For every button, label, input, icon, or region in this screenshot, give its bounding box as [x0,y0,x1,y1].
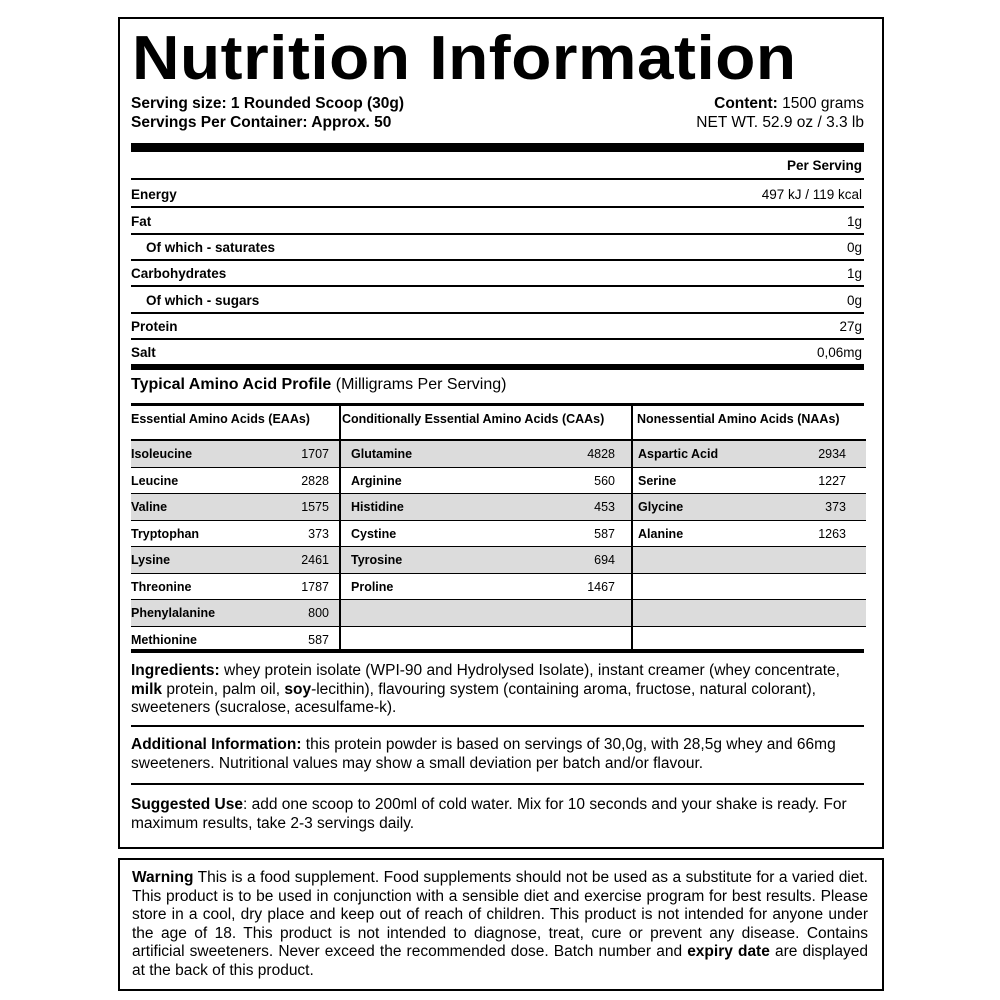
nutrient-value: 497 kJ / 119 kcal [761,187,862,202]
caa-header: Conditionally Essential Amino Acids (CAAs) [342,412,605,426]
nutrition-row [131,233,864,259]
amino-value: 1467 [587,579,615,594]
nutrient-label: Of which - saturates [146,240,276,255]
amino-name: Leucine [131,473,179,488]
nutrient-value: 27g [839,319,862,334]
nutrition-row [131,312,864,338]
nutrient-label: Protein [131,319,178,334]
amino-value: 1227 [818,473,846,488]
amino-value: 4828 [587,447,615,461]
naa-column [633,406,866,651]
amino-value: 453 [594,500,615,514]
content-info [696,94,864,132]
amino-name: Tryptophan [131,526,200,541]
eaa-header: Essential Amino Acids (EAAs) [131,412,310,426]
amino-value: 2934 [818,447,846,461]
amino-row [131,574,339,601]
content-value: 1500 grams [782,95,864,112]
amino-value: 2828 [301,473,329,488]
amino-name: Proline [351,579,394,594]
ingredients: Ingredients: whey protein isolate (WPI-90 and Hydrolysed Isolate), instant creamer (whey concentrate, milk protein, palm oil, soy-lecithin), flavouring system (containing aroma, fructose, natural colorant), sweeteners (sucralose, acesulfame-k). [131,662,840,716]
suggested-use: Suggested Use: add one scoop to 200ml of cold water. Mix for 10 seconds and your shake is ready. For maximum results, take 2-3 servings daily. [131,796,847,832]
amino-row [131,468,339,495]
nutrient-value: 0,06mg [816,345,862,360]
amino-value: 560 [594,473,615,488]
amino-name: Lysine [131,553,171,567]
nutrient-label: Salt [131,345,156,360]
amino-value: 587 [594,526,615,541]
nutrition-row [131,286,864,312]
amino-value: 373 [308,526,329,541]
amino-row [341,468,631,495]
divider [131,725,864,727]
warning-text: Warning This is a food supplement. Food supplements should not be used as a substitute for a varied diet. This product is to be used in conjunction with a sensible diet and exercise program for best results. Please store in a cool, dry place and keep out of reach of children. This product is not intended for anyone under the age of 18. This product is not intended to diagnose, treat, cure or prevent any disease. Contains artificial sweeteners. Never exceed the recommended dose. Batch number and expiry date are displayed at the back of this product. [132,869,868,979]
amino-row [131,441,339,468]
amino-name: Threonine [131,579,192,594]
amino-row [633,494,866,521]
divider-thick [131,143,864,152]
serving-info [131,94,404,132]
amino-row [341,521,631,548]
content-label: Content: [714,95,778,112]
page-title: Nutrition Information [132,24,797,93]
amino-row [633,521,866,548]
nutrition-row [131,180,864,206]
serving-size: Serving size: 1 Rounded Scoop (30g) [131,95,405,112]
amino-value: 1787 [301,579,329,594]
nutrient-value: 0g [846,240,862,255]
nutrient-value: 0g [846,293,862,308]
amino-name: Cystine [351,526,397,541]
divider [131,649,864,653]
net-weight: NET WT. 52.9 oz / 3.3 lb [696,114,864,131]
amino-row [341,547,631,574]
amino-title: Typical Amino Acid Profile (Milligrams Per Serving) [131,376,507,393]
amino-value: 1263 [818,526,846,541]
amino-name: Arginine [351,473,402,488]
amino-value: 2461 [301,553,329,567]
amino-value: 800 [308,606,329,620]
amino-row [633,441,866,468]
nutrition-row [131,338,864,364]
amino-value: 694 [594,553,615,567]
amino-name: Serine [638,473,677,488]
nutrient-label: Carbohydrates [131,266,227,281]
nutrient-label: Energy [131,187,177,202]
header-divider [341,439,631,441]
amino-name: Tyrosine [351,553,403,567]
naa-header: Nonessential Amino Acids (NAAs) [637,412,840,426]
amino-row [131,521,339,548]
amino-row [341,441,631,468]
amino-name: Phenylalanine [131,606,216,620]
amino-row [341,494,631,521]
amino-row [131,600,339,627]
amino-name: Isoleucine [131,447,193,461]
amino-row [633,600,866,627]
servings-per-container: Servings Per Container: Approx. 50 [131,114,392,131]
amino-value: 587 [308,632,329,647]
amino-row [341,574,631,601]
amino-value: 373 [825,500,846,514]
amino-acid-table [131,406,866,651]
divider-thick [131,364,864,370]
amino-name: Histidine [351,500,404,514]
divider [131,783,864,785]
nutrition-panel [118,17,884,849]
amino-name: Glycine [638,500,684,514]
amino-name: Alanine [638,526,684,541]
nutrient-value: 1g [846,266,862,281]
per-serving-header: Per Serving [786,158,862,173]
amino-row [633,574,866,601]
nutrient-label: Fat [131,214,152,229]
amino-value: 1575 [301,500,329,514]
amino-value: 1707 [301,447,329,461]
caa-column [341,406,631,651]
nutrient-value: 1g [846,214,862,229]
additional-information: Additional Information: this protein powder is based on servings of 30,0g, with 28,5g whey and 66mg sweeteners. Nutritional values may show a small deviation per batch and/or flavour. [131,736,836,772]
amino-row [633,468,866,495]
amino-name: Valine [131,500,168,514]
amino-row [131,494,339,521]
amino-row [131,547,339,574]
header-divider [633,439,866,441]
warning-panel [118,858,884,991]
header-divider [131,439,339,441]
eaa-column [131,406,339,651]
amino-row [633,547,866,574]
amino-row [341,600,631,627]
nutrition-row [131,207,864,233]
amino-name: Glutamine [351,447,413,461]
amino-name: Methionine [131,632,197,647]
nutrient-label: Of which - sugars [146,293,260,308]
amino-name: Aspartic Acid [638,447,719,461]
nutrition-row [131,259,864,285]
